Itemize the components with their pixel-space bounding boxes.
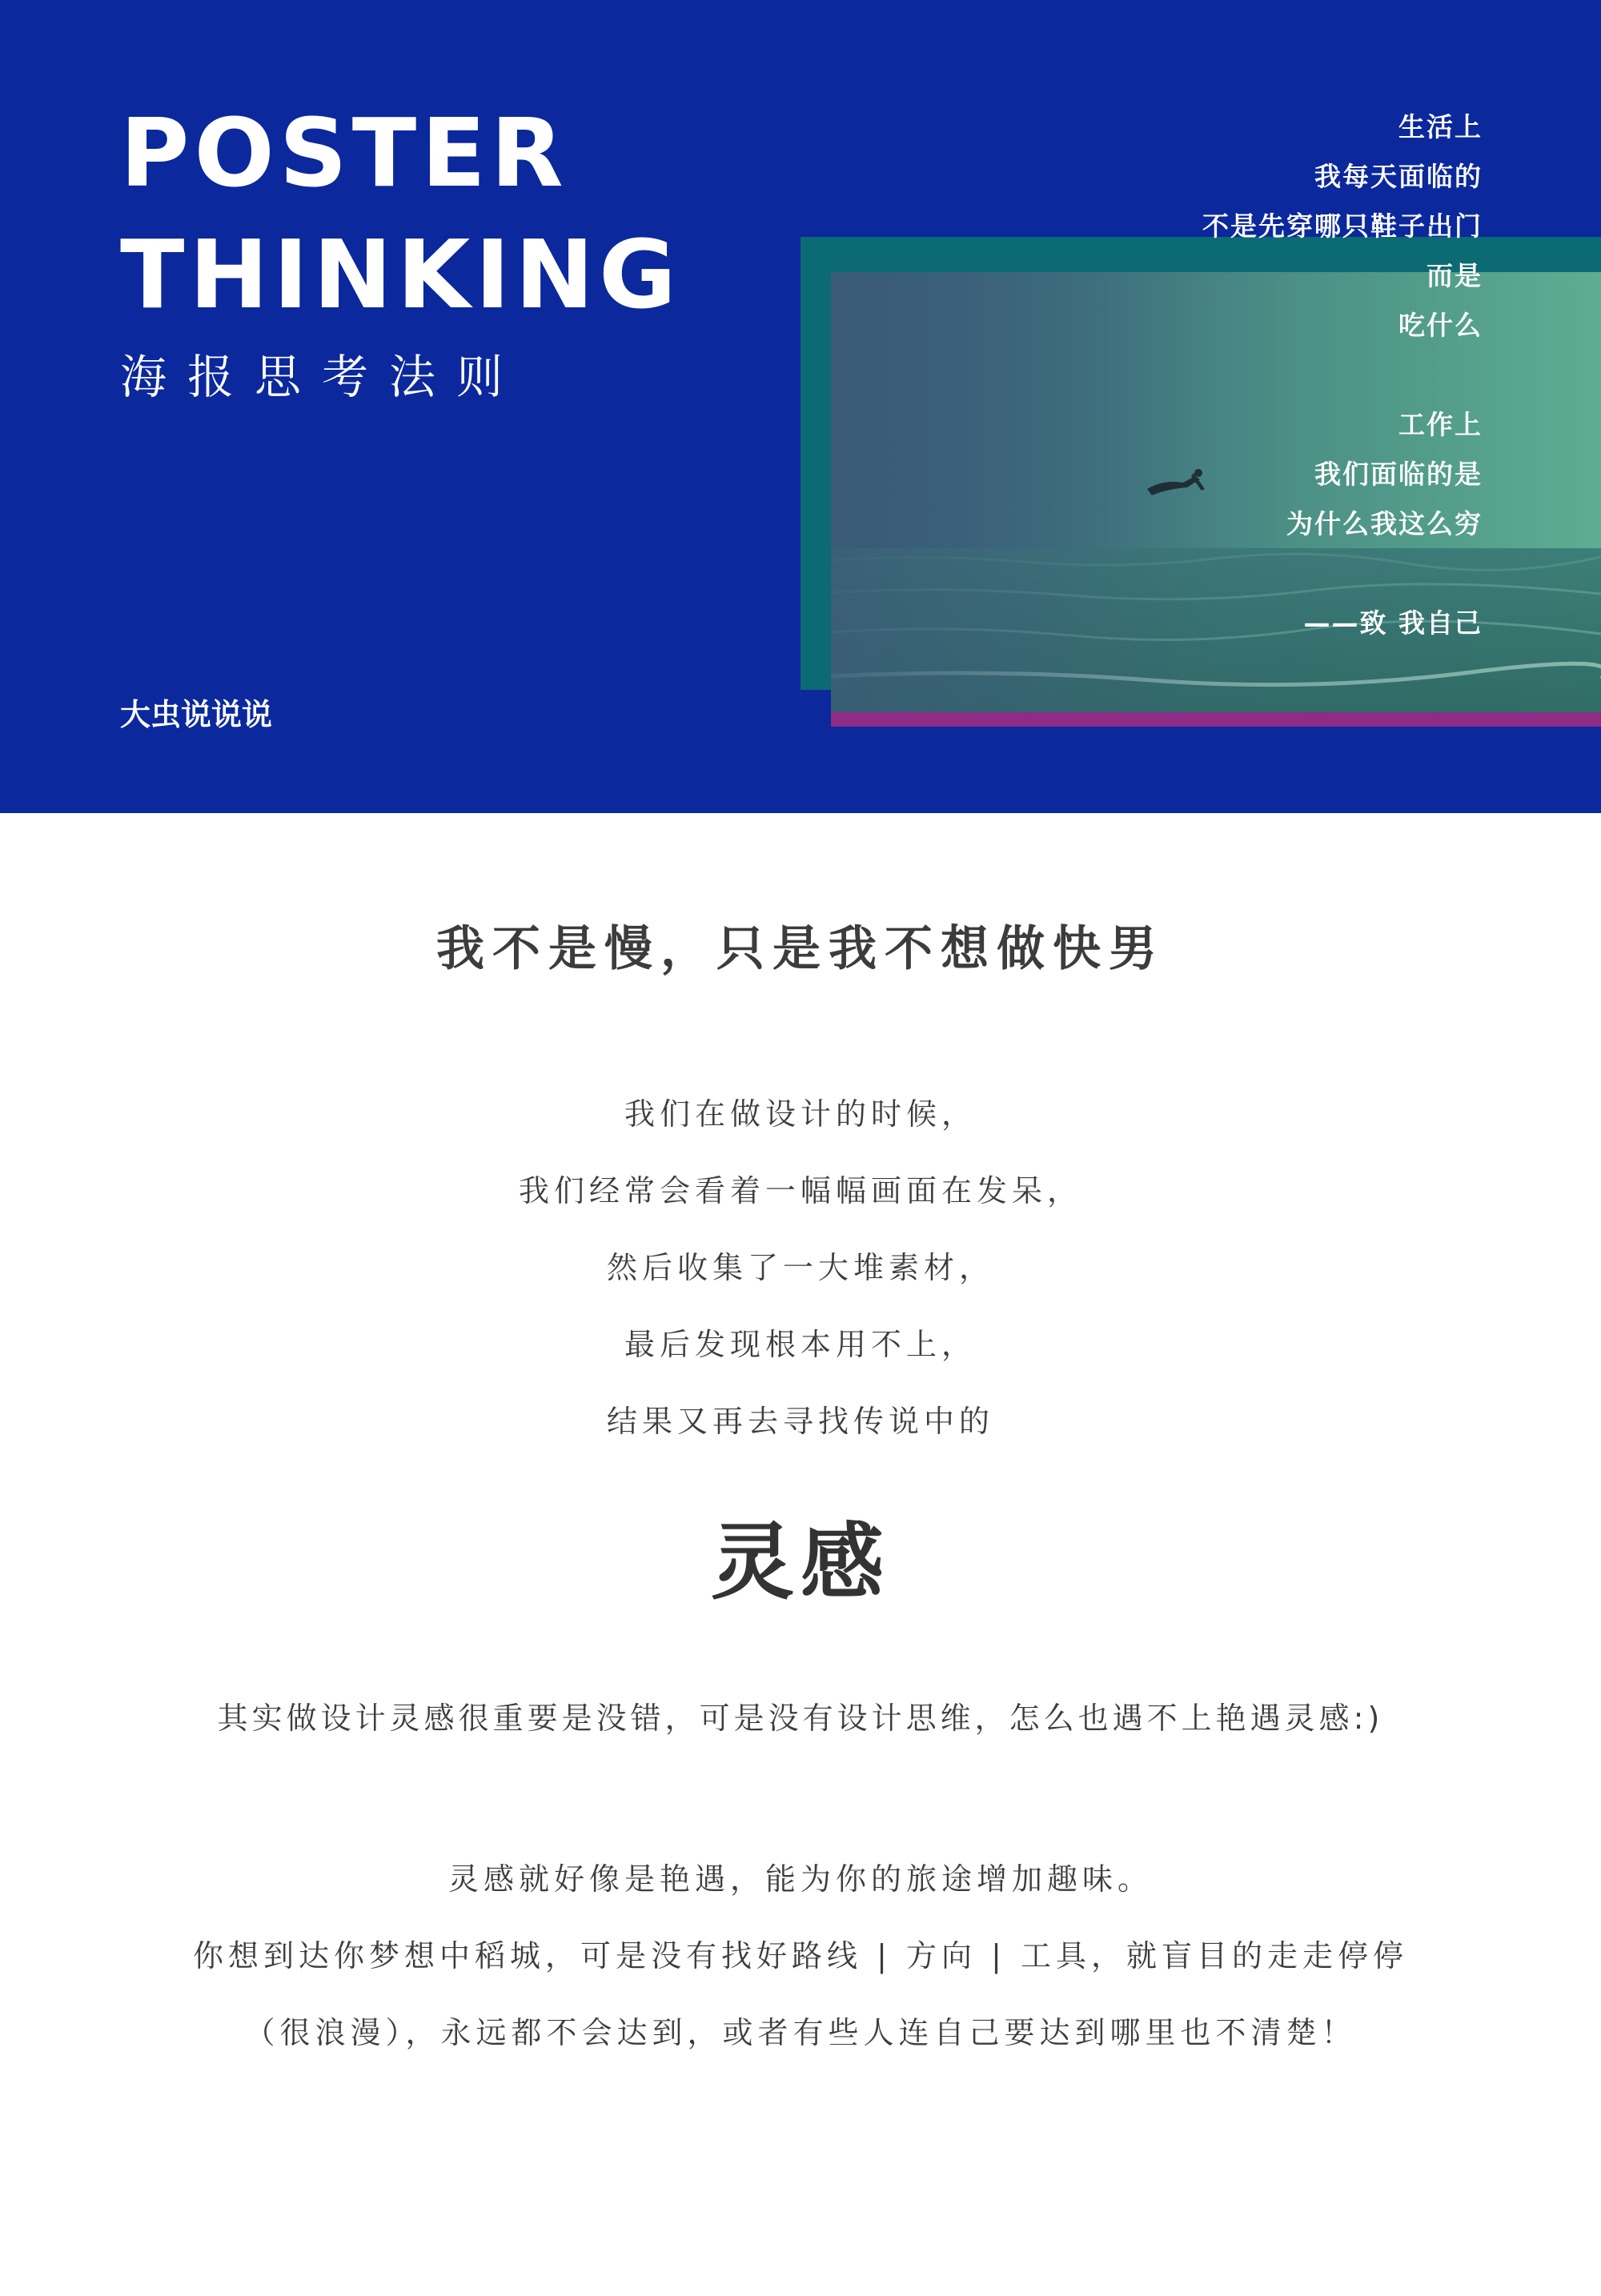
paragraph-line: 我们在做设计的时候，: [624, 1096, 977, 1132]
quote-line: 而是: [1426, 260, 1483, 291]
quote-line: 生活上: [1398, 111, 1483, 142]
quote-line: 不是先穿哪只鞋子出门: [1202, 210, 1483, 242]
poster-title-line1: POSTER: [120, 98, 568, 208]
paragraph-line: 然后收集了一大堆素材，: [606, 1250, 994, 1285]
paragraph-line: 最后发现根本用不上，: [624, 1327, 977, 1362]
author-name: 大虫说说说: [120, 697, 273, 732]
quote-line: 吃什么: [1398, 310, 1483, 341]
quote-line: 为什么我这么穷: [1286, 508, 1483, 539]
paragraph-line: 结果又再去寻找传说中的: [606, 1404, 994, 1439]
header-banner: [0, 0, 1601, 813]
quote-line: 我们面临的是: [1314, 459, 1483, 490]
paragraph-line: 我们经常会看着一幅幅画面在发呆，: [518, 1173, 1082, 1208]
quote-line: 工作上: [1398, 409, 1483, 440]
paragraph-line: 灵感就好像是艳遇，能为你的旅途增加趣味。: [447, 1861, 1153, 1897]
quote-line: 我每天面临的: [1314, 161, 1483, 192]
quote-spacer: [1202, 549, 1483, 599]
paragraph-line: （很浪漫），永远都不会达到，或者有些人连自己要达到哪里也不清楚！: [244, 2015, 1357, 2050]
poster-subtitle: 海报思考法则: [120, 350, 524, 404]
quote-block: [1202, 102, 1483, 648]
quote-signature: ——致 我自己: [1303, 607, 1483, 639]
statement-line: 其实做设计灵感很重要是没错，可是没有设计思维，怎么也遇不上艳遇灵感:): [217, 1701, 1384, 1736]
paragraph-line: 你想到达你梦想中稻城，可是没有找好路线 | 方向 | 工具，就盲目的走走停停: [193, 1938, 1408, 1973]
poster-title-line2: THINKING: [120, 219, 681, 330]
highlight-word: 灵感: [710, 1513, 890, 1611]
quote-spacer: [1202, 351, 1483, 400]
intro-paragraph: [0, 1076, 1601, 1460]
closing-paragraph: [0, 1841, 1601, 2071]
article-heading: 我不是慢，只是我不想做快男: [436, 921, 1165, 977]
